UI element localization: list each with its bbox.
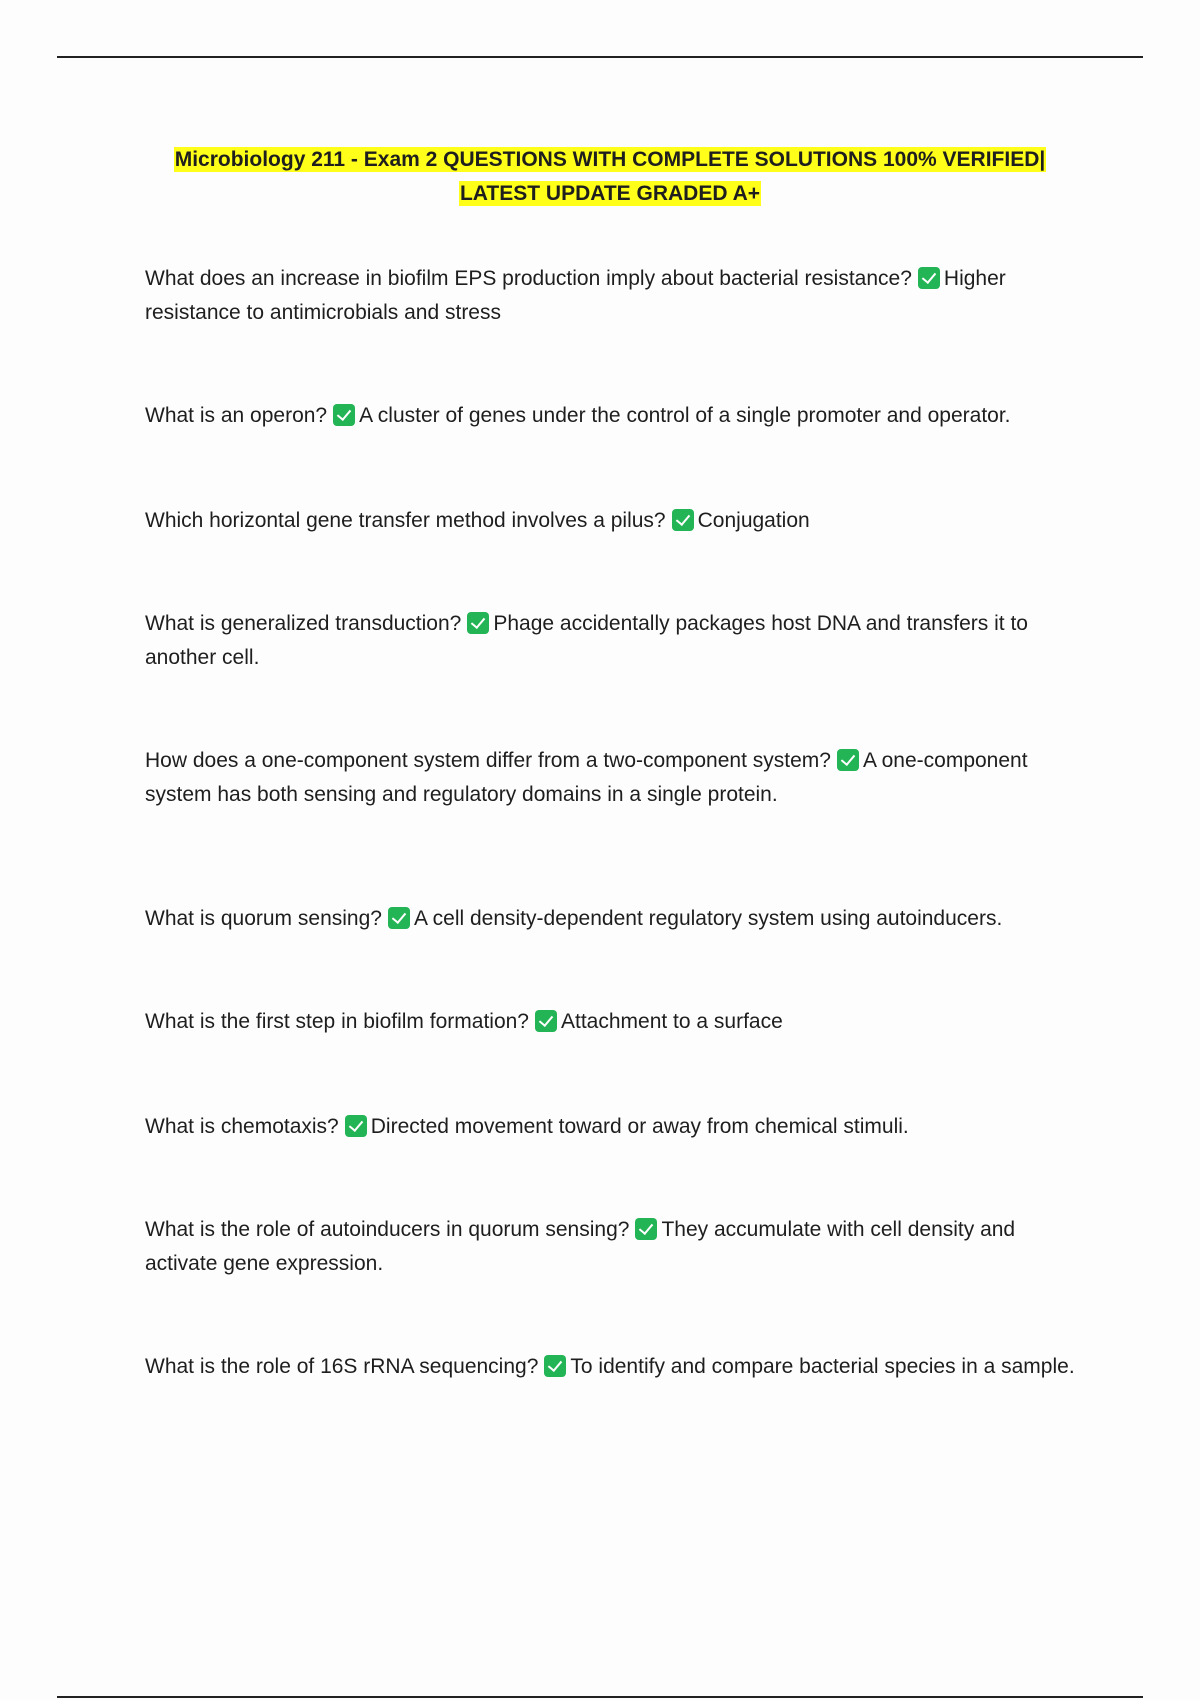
check-box-icon bbox=[467, 612, 489, 634]
question-text: What does an increase in biofilm EPS production imply about bacterial resistance? bbox=[145, 267, 912, 290]
answer-text: They accumulate with cell density and activate gene expression. bbox=[145, 1218, 1016, 1275]
qa-item-10 bbox=[145, 1350, 1085, 1384]
qa-item-8 bbox=[145, 1110, 1085, 1144]
qa-item-1 bbox=[145, 262, 1085, 330]
check-box-icon bbox=[333, 404, 355, 426]
question-text: What is the role of autoinducers in quorum sensing? bbox=[145, 1218, 630, 1241]
qa-item-2 bbox=[145, 399, 1085, 433]
check-box-icon bbox=[544, 1355, 566, 1377]
qa-item-7 bbox=[145, 1005, 1085, 1039]
check-box-icon bbox=[672, 509, 694, 531]
answer-text: Phage accidentally packages host DNA and transfers it to another cell. bbox=[145, 612, 1028, 669]
check-box-icon bbox=[837, 749, 859, 771]
answer-text: A one-component system has both sensing and regulatory domains in a single protein. bbox=[145, 749, 1028, 806]
answer-text: Directed movement toward or away from chemical stimuli. bbox=[370, 1115, 909, 1138]
answer-text: Attachment to a surface bbox=[560, 1010, 783, 1033]
document-title bbox=[140, 143, 1080, 211]
top-divider bbox=[57, 56, 1143, 58]
qa-item-3 bbox=[145, 504, 1085, 538]
answer-text: Conjugation bbox=[697, 509, 810, 532]
answer-text: To identify and compare bacterial species in a sample. bbox=[570, 1355, 1075, 1378]
answer-text: A cell density-dependent regulatory system using autoinducers. bbox=[413, 907, 1003, 930]
check-box-icon bbox=[635, 1218, 657, 1240]
qa-item-5 bbox=[145, 744, 1085, 812]
question-text: What is the first step in biofilm formation? bbox=[145, 1010, 529, 1033]
question-text: Which horizontal gene transfer method involves a pilus? bbox=[145, 509, 666, 532]
question-text: How does a one-component system differ from a two-component system? bbox=[145, 749, 831, 772]
check-box-icon bbox=[535, 1010, 557, 1032]
answer-text: A cluster of genes under the control of a single promoter and operator. bbox=[359, 404, 1011, 427]
question-text: What is chemotaxis? bbox=[145, 1115, 339, 1138]
document-title-text: Microbiology 211 - Exam 2 QUESTIONS WITH COMPLETE SOLUTIONS 100% VERIFIED| LATEST UPDATE GRADED A+ bbox=[174, 148, 1046, 205]
question-text: What is quorum sensing? bbox=[145, 907, 382, 930]
question-text: What is generalized transduction? bbox=[145, 612, 462, 635]
qa-item-6 bbox=[145, 902, 1085, 936]
check-box-icon bbox=[345, 1115, 367, 1137]
check-box-icon bbox=[918, 267, 940, 289]
qa-item-4 bbox=[145, 607, 1085, 675]
question-text: What is an operon? bbox=[145, 404, 328, 427]
bottom-divider bbox=[57, 1696, 1143, 1698]
qa-item-9 bbox=[145, 1213, 1085, 1281]
check-box-icon bbox=[388, 907, 410, 929]
answer-text: Higher resistance to antimicrobials and stress bbox=[145, 267, 1006, 324]
question-text: What is the role of 16S rRNA sequencing? bbox=[145, 1355, 539, 1378]
